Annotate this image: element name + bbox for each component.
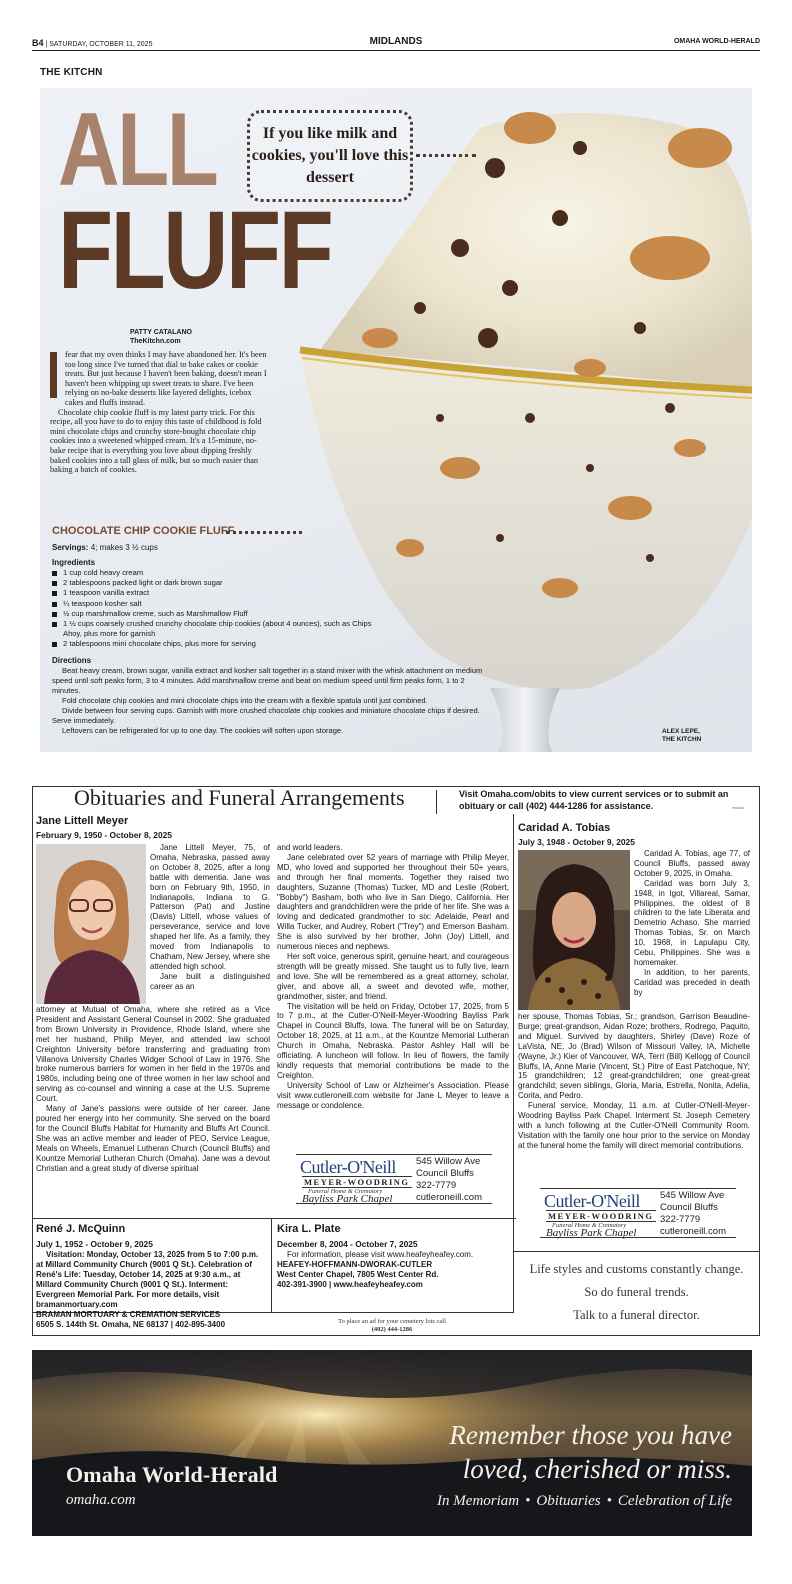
place-ad-note bbox=[272, 1318, 512, 1334]
address-line-1: 545 Willow Ave bbox=[416, 1156, 481, 1167]
tagline-line-1: Remember those you have bbox=[449, 1420, 732, 1450]
obituary-paragraph: Jane Littell Meyer, 75, of Omaha, Nebraska, passed away on October 8, 2025, after a long battle with dementia. Jane was born on February 9th, 1950, in Indianapolis, Indiana to G. Patterson (Pat) and Justine (Davis) Littell, whose values of perseverance, service and love shaped her life. As a family, they moved from Indianapolis to Chatham, New Jersey, where she attended high school. bbox=[150, 843, 270, 971]
bullet-separator: • bbox=[606, 1493, 612, 1509]
address-line-2: Council Bluffs bbox=[416, 1168, 474, 1179]
obituary-paragraph: attorney at Mutual of Omaha, where she retired as a Vice President and Assistant General Counsel in 2002. She graduated from Brown University in Providence, Rhode Island, where she met her husband, Philip Meyer, and attended law school Creighton University before transferring and graduating from Villanova University Charles Widger School of Law in 1976. She broke numerous barriers for women in her field in the 1970s and 1980s, including being one of three women in her law school and serving as co-counsel and winning a case at the U.S. Supreme Court. bbox=[36, 1005, 270, 1104]
ingredient-item: ¼ teaspoon kosher salt bbox=[52, 599, 372, 609]
funeral-home-address bbox=[416, 1156, 482, 1204]
place-ad-line-1: To place an ad for your cemetery lots call bbox=[338, 1318, 446, 1325]
obituary-paragraph: Many of Jane's passions were outside of her career. Jane poured her energy into her community. She served on the board for the Council Bluffs Habitat for Humanity and Bluffs Art Council. She was an active member and leader of PEO, Service League, Meals on Wheels, Emanuel Lutheran Church (Council Bluffs) and Kountze Memorial Lutheran Church (Omaha). Jane was a devout Christian and a great study of diverse spiritual bbox=[36, 1104, 270, 1173]
memorial-banner-ad[interactable] bbox=[32, 1350, 752, 1536]
obituary-dates: July 3, 1948 - October 9, 2025 bbox=[518, 837, 635, 847]
header-left: B4 | SATURDAY, OCTOBER 11, 2025 bbox=[32, 38, 153, 48]
direction-step: Fold chocolate chip cookies and mini chocolate chips into the cream with a flexible spatula until just combined. bbox=[62, 696, 428, 705]
byline-name: PATTY CATALANO bbox=[130, 329, 192, 336]
obituary-paragraph: her spouse, Thomas Tobias, Sr.; grandson, Garrison Beaudine-Burge; great-grandson, Aidan Roze; brothers, Rodrego, Paquito, and Miguel. Survived by daughters, Shirley (Dave) Roze of LaVista, NE, Jo (Brad) Wilson of Missouri Valley, IA, Michelle (Wayne, Jr.) Kier of Vancouver, WA, Terri (Bill) Kellogg of Council Bluffs, IA, Anne Marie (Vincent, St.) Pitre of East Patchoque, NY; 15 grandchildren; 12 great-grandchildren; one great-great grandchild; seven siblings, Gloria, Maria, Estrella, Nonita, Adelia, Corita, and Pedro. bbox=[518, 1012, 750, 1101]
ingredient-item: 1 cup cold heavy cream bbox=[52, 568, 372, 578]
obituary-text bbox=[518, 1012, 750, 1151]
header-date: SATURDAY, OCTOBER 11, 2025 bbox=[49, 41, 153, 48]
directions bbox=[52, 666, 484, 736]
ad-line: So do funeral trends. bbox=[584, 1285, 689, 1299]
obituary-name: Caridad A. Tobias bbox=[518, 822, 611, 834]
ingredients-heading: Ingredients bbox=[52, 558, 96, 567]
link-in-memoriam[interactable]: In Memoriam bbox=[437, 1493, 520, 1509]
funeral-home-address: West Center Chapel, 7805 West Center Rd. bbox=[277, 1270, 439, 1279]
bullet-separator: • bbox=[525, 1493, 531, 1509]
banner-url[interactable]: omaha.com bbox=[66, 1492, 136, 1508]
obituary-paragraph: Visitation: Monday, October 13, 2025 from 5 to 7:00 p.m. at Millard Community Church (9001 Q St.). Celebration of René's Life: Tuesday, October 14, 2025 at 9:30 a.m., at Millard Community Church (9001 Q St.). Interment: Evergreen Memorial Park. For more details, visit bramanmortuary.com bbox=[36, 1250, 259, 1309]
phone: 322-7779 bbox=[660, 1214, 701, 1225]
funeral-home-logo[interactable] bbox=[540, 1188, 736, 1238]
obituary-paragraph: Jane built a distinguished career as an bbox=[150, 971, 270, 991]
funeral-home-sub: MEYER-WOODRING bbox=[304, 1177, 410, 1187]
servings bbox=[52, 543, 158, 552]
funeral-home-chapel: Bayliss Park Chapel bbox=[546, 1227, 637, 1239]
obituary-dates: December 8, 2004 - October 7, 2025 bbox=[277, 1239, 418, 1249]
link-obituaries[interactable]: Obituaries bbox=[536, 1493, 601, 1509]
obituary-text bbox=[277, 1250, 509, 1290]
obituary-name: Kira L. Plate bbox=[277, 1223, 341, 1235]
funeral-home-name: HEAFEY-HOFFMANN-DWORAK-CUTLER bbox=[277, 1260, 433, 1269]
ad-line: Life styles and customs constantly change. bbox=[529, 1262, 744, 1276]
ingredients-list bbox=[52, 568, 372, 650]
obituary-paragraph: Caridad was born July 3, 1948, in Igot, Villareal, Samar, Philippines, the oldest of 8 children to the late Liberata and Demetrio Achaso. She married Thomas Tobias, Sr. on March 10, 1968, in Lapulapu City, Cebu, Philippines. She was a homemaker. bbox=[634, 878, 750, 967]
directions-heading: Directions bbox=[52, 656, 92, 665]
ad-line: Talk to a funeral director. bbox=[573, 1308, 700, 1322]
byline-source: TheKitchn.com bbox=[130, 338, 181, 345]
ingredient-item: 1 teaspoon vanilla extract bbox=[52, 588, 372, 598]
obituaries-title: Obituaries and Funeral Arrangements bbox=[74, 785, 405, 810]
title-divider bbox=[436, 790, 437, 814]
funeral-director-ad bbox=[513, 1258, 760, 1327]
byline bbox=[130, 328, 192, 346]
funeral-home-brand: Cutler-O'Neill bbox=[544, 1191, 640, 1211]
divider bbox=[271, 1218, 272, 1312]
servings-value: 4; makes 3 ½ cups bbox=[90, 543, 158, 552]
banner-tagline bbox=[372, 1418, 732, 1486]
obituary-portrait bbox=[518, 850, 630, 1010]
ingredient-item: 2 tablespoons packed light or dark brown sugar bbox=[52, 578, 372, 588]
banner-brand: Omaha World-Herald bbox=[66, 1462, 278, 1487]
divider bbox=[513, 1251, 760, 1252]
headline-line-1: ALL bbox=[58, 92, 217, 208]
drop-cap bbox=[50, 352, 57, 398]
funeral-home-brand: Cutler-O'Neill bbox=[300, 1157, 396, 1177]
funeral-home-logo[interactable] bbox=[296, 1154, 492, 1204]
obituary-dates: July 1, 1952 - October 9, 2025 bbox=[36, 1239, 153, 1249]
funeral-home-chapel: Bayliss Park Chapel bbox=[302, 1193, 393, 1205]
banner-links bbox=[372, 1493, 732, 1510]
obituary-paragraph: For information, please visit www.heafeyheafey.com. bbox=[287, 1250, 474, 1259]
funeral-home-address: 6505 S. 144th St. Omaha, NE 68137 | 402-895-3400 bbox=[36, 1320, 226, 1329]
subhead: If you like milk and cookies, you'll love this dessert bbox=[247, 110, 413, 202]
direction-step: Beat heavy cream, brown sugar, vanilla extract and kosher salt together in a stand mixer with the whisk attachment on medium speed until soft peaks form, 3 to 4 minutes. Add marshmallow creme and beat on medium speed until firm peaks form, 1 to 2 minutes. bbox=[52, 666, 483, 695]
funeral-home-sub2: Funeral Home & Crematory bbox=[308, 1188, 383, 1195]
obituary-text bbox=[150, 843, 270, 992]
photo-credit-line-1: ALEX LEPE, bbox=[662, 728, 700, 735]
obituary-paragraph: Her soft voice, generous spirit, genuine heart, and courageous strength will be greatly missed. She taught us to fully live, learn and love. She will be remembered as a great attorney, scholar, giver, and above all, a sweet and devoted wife, mother, grandmother, sister, and friend. bbox=[277, 951, 509, 1001]
obituary-paragraph: The visitation will be held on Friday, October 17, 2025, from 5 to 7 p.m., at the Cutler-O'Neill-Meyer-Woodring Bayliss Park Chapel in Council Bluffs, Iowa. The funeral will be on Saturday, October 18, 2025, at 11 a.m., at the Kountze Memorial Lutheran Church in Omaha, Nebraska. Pastor Ashley Hall will be officiating. A luncheon will follow. In lieu of flowers, the family kindly requests that memorial contributions be made to the Creighton. bbox=[277, 1001, 509, 1080]
intro-text bbox=[50, 350, 272, 475]
photo-credit bbox=[662, 728, 701, 744]
address-line-1: 545 Willow Ave bbox=[660, 1190, 725, 1201]
funeral-home-sub2: Funeral Home & Crematory bbox=[552, 1222, 627, 1229]
ingredient-item: ½ cup marshmallow creme, such as Marshmallow Fluff bbox=[52, 609, 372, 619]
page-header bbox=[32, 36, 760, 50]
obituary-paragraph: Caridad A. Tobias, age 77, of Council Bluffs, passed away October 9, 2025, in Omaha. bbox=[634, 849, 750, 878]
obituary-name: Jane Littell Meyer bbox=[36, 815, 129, 827]
header-divider bbox=[32, 50, 760, 51]
dotted-leader bbox=[226, 531, 302, 534]
obituary-text bbox=[277, 843, 509, 1110]
intro-paragraph-2: Chocolate chip cookie fluff is my latest party trick. For this recipe, all you have to do to enjoy this taste of childhood is fold mini chocolate chips and crunchy store-bought chocolate chip cookies into a sweetened whipped cream. It's a 15-minute, no-bake recipe that is everything you love about dipping freshly baked cookies into a tall glass of milk, but so much easier than baking a batch of cookies. bbox=[50, 407, 262, 475]
obituary-text bbox=[634, 849, 750, 998]
direction-step: Leftovers can be refrigerated for up to one day. The cookies will soften upon storage. bbox=[62, 726, 344, 735]
section-name: MIDLANDS bbox=[369, 36, 423, 47]
kicker: THE KITCHN bbox=[40, 67, 103, 78]
funeral-home-name: BRAMAN MORTUARY & CREMATION SERVICES bbox=[36, 1310, 221, 1319]
dotted-leader bbox=[416, 154, 476, 157]
obituary-paragraph: Funeral service, Monday, 11 a.m. at Cutler-O'Neill-Meyer-Woodring Bayliss Park Chapel. Interment St. Joseph Cemetery with a lunch following at the Cutler-O'Neill Community Room. Visitation with the family one hour prior to the service on Monday at the funeral home the family will direct memorial contributions. bbox=[518, 1101, 750, 1150]
obituary-paragraph: Jane celebrated over 52 years of marriage with Philip Meyer, MD, who loved and supported her throughout their 50+ years, and through her final moments. Together they raised two daughters, Suzanne (Thomas) Tucker, MD and Leslie (Robert, "Bobby") Basham, both who live in San Diego, California. Her daughters and grandchildren were the pride of her life. She was a loving and dedicated grandmother to six: Adelaide, Pearl and Willa Tucker, and Audrey, Robert ("Trey") and Emerson Basham. She is also survived by her brother, John (Joy) Littell, and numerous nieces and nephews. bbox=[277, 852, 509, 952]
servings-label: Servings: bbox=[52, 543, 89, 552]
phone: 322-7779 bbox=[416, 1180, 457, 1191]
obituary-portrait bbox=[36, 844, 146, 1004]
ingredient-item: 1 ½ cups coarsely crushed crunchy chocolate chip cookies (about 4 ounces), such as Chips Ahoy, plus more for garnish bbox=[52, 619, 372, 639]
photo-credit-line-2: THE KITCHN bbox=[662, 736, 702, 743]
obituary-text bbox=[36, 1005, 270, 1173]
obituary-text bbox=[36, 1250, 266, 1330]
intro-paragraph-1: fear that my oven thinks I may have abandoned her. It's been too long since I've turned that dial to bake cakes or cookie treats. But just because I haven't been baking, doesn't mean I haven't been whipping up sweet treats to share. I've been relying on no-bake desserts like layered delights, icebox cakes and fluffs instead. bbox=[65, 350, 267, 407]
tagline-line-2: loved, cherished or miss. bbox=[462, 1454, 732, 1484]
ingredient-item: 2 tablespoons mini chocolate chips, plus more for serving bbox=[52, 639, 372, 649]
direction-step: Divide between four serving cups. Garnish with more crushed chocolate chip cookies and miniature chocolate chips if desired. Serve immediately. bbox=[52, 706, 480, 725]
address-line-2: Council Bluffs bbox=[660, 1202, 718, 1213]
feature-panel bbox=[40, 88, 752, 752]
recipe-title: CHOCOLATE CHIP COOKIE FLUFF bbox=[52, 525, 235, 537]
ad-code: 7509118 bbox=[732, 806, 744, 810]
page-number: B4 bbox=[32, 38, 44, 48]
obituary-paragraph: and world leaders. bbox=[277, 843, 343, 852]
funeral-home-sub: MEYER-WOODRING bbox=[548, 1211, 654, 1221]
funeral-home-phone: 402-391-3900 | www.heafeyheafey.com bbox=[277, 1280, 423, 1289]
obituary-paragraph: In addition, to her parents, Caridad was preceded in death by bbox=[634, 967, 750, 997]
website: cutleroneill.com bbox=[416, 1192, 482, 1203]
obituary-paragraph: University School of Law or Alzheimer's Association. Please visit www.cutleroneill.com website for Jane L Meyer to leave a message or condolence. bbox=[277, 1080, 509, 1110]
divider bbox=[513, 814, 514, 1312]
divider bbox=[32, 1218, 516, 1219]
obituary-dates: February 9, 1950 - October 8, 2025 bbox=[36, 830, 172, 840]
obituary-name: René J. McQuinn bbox=[36, 1223, 126, 1235]
obituaries-visit-note[interactable]: Visit Omaha.com/obits to view current services or to submit an obituary or call (402) 444-1286 for assistance. bbox=[459, 789, 729, 811]
paper-name: OMAHA WORLD-HERALD bbox=[673, 38, 760, 45]
website: cutleroneill.com bbox=[660, 1226, 726, 1237]
funeral-home-address bbox=[660, 1190, 726, 1238]
link-celebration-of-life[interactable]: Celebration of Life bbox=[617, 1493, 732, 1509]
place-ad-phone: (402) 444-1286 bbox=[371, 1326, 413, 1333]
headline-line-2: FLUFF bbox=[58, 189, 332, 312]
